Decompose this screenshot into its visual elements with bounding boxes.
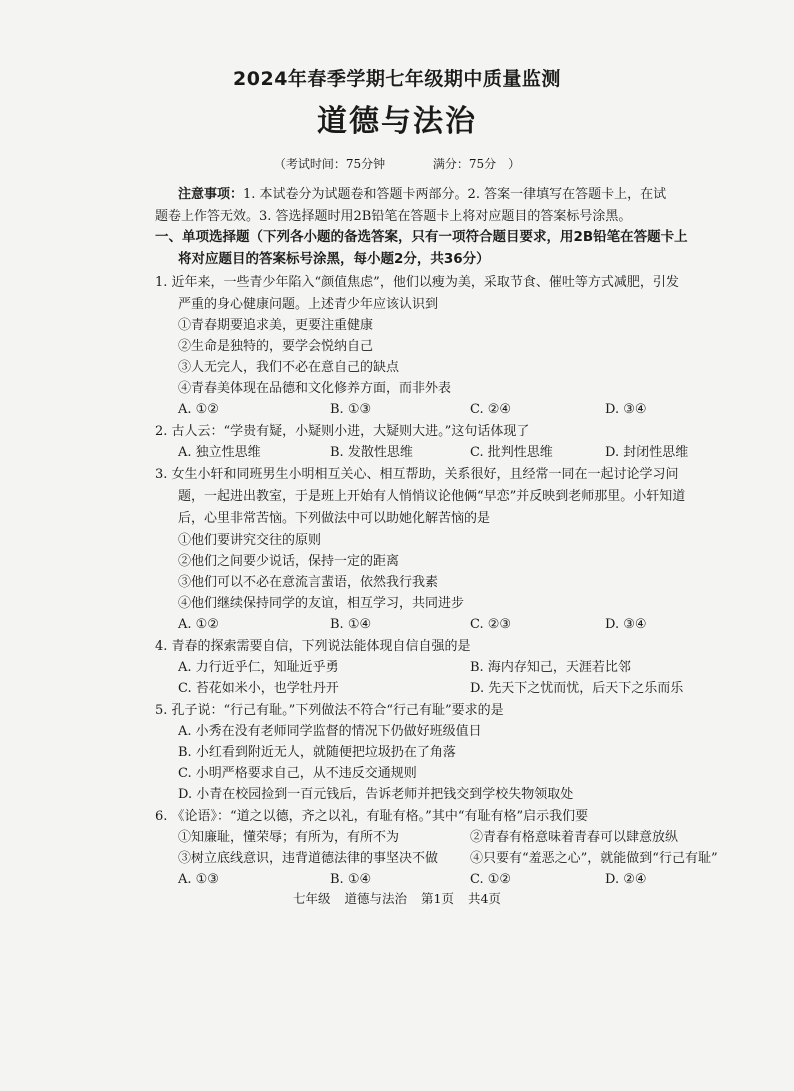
q3-option-b: B. ①④ <box>330 617 372 632</box>
exam-meta <box>0 155 794 173</box>
q1-statement-4: ④青春美体现在品德和文化修养方面，而非外表 <box>178 381 452 396</box>
q6-option-d: D. ②④ <box>605 872 647 887</box>
q1-stem-line2: 严重的身心健康问题。上述青少年应该认识到 <box>178 297 439 312</box>
exam-title: 2024年春季学期七年级期中质量监测 <box>233 68 561 90</box>
q6-statement-2: ②青春有格意味着青春可以肆意放纵 <box>470 830 679 845</box>
q2-option-c: C. 批判性思维 <box>470 445 553 460</box>
q4-option-a: A. 力行近乎仁，知耻近乎勇 <box>178 660 339 675</box>
q1-option-b: B. ①③ <box>330 402 372 417</box>
q5-option-a: A. 小秀在没有老师同学监督的情况下仍做好班级值日 <box>178 724 482 739</box>
q6-statement-1: ①知廉耻，懂荣辱；有所为，有所不为 <box>178 830 400 845</box>
q2-option-a: A. 独立性思维 <box>178 445 261 460</box>
notice-line1: 注意事项：1. 本试卷分为试题卷和答题卡两部分。2. 答案一律填写在答题卡上，在试 <box>178 187 667 202</box>
notice-label: 注意事项： <box>178 187 244 202</box>
q4-option-d: D. 先天下之忧而忧，后天下之乐而乐 <box>470 681 684 696</box>
section-title: 一、单项选择题（下列各小题的备选答案，只有一项符合题目要求，用2B铅笔在答题卡上 <box>155 229 688 245</box>
q5-option-b: B. 小红看到附近无人，就随便把垃圾扔在了角落 <box>178 745 456 760</box>
q1-option-c: C. ②④ <box>470 402 512 417</box>
q3-stem-line3: 后，心里非常苦恼。下列做法中可以助她化解苦恼的是 <box>178 511 491 526</box>
subject-title: 道德与法治 <box>317 104 477 139</box>
q3-statement-3: ③他们可以不必在意流言蜚语，依然我行我素 <box>178 575 439 590</box>
q3-stem-line2: 题，一起进出教室，于是班上开始有人悄悄议论他俩“早恋”并反映到老师那里。小轩知道 <box>178 489 686 504</box>
q6-option-b: B. ①④ <box>330 872 372 887</box>
q6-statement-3: ③树立底线意识，违背道德法律的事坚决不做 <box>178 851 439 866</box>
q1-stem-line1: 1. 近年来，一些青少年陷入“颜值焦虑”，他们以瘦为美，采取节食、催吐等方式减肥，引发 <box>155 275 679 290</box>
q6-option-a: A. ①③ <box>178 872 219 887</box>
q3-statement-2: ②他们之间要少说话，保持一定的距离 <box>178 554 400 569</box>
q5-stem: 5. 孔子说：“行己有耻。”下列做法不符合“行己有耻”要求的是 <box>155 703 504 718</box>
q6-option-c: C. ①② <box>470 872 512 887</box>
q6-stem: 6. 《论语》：“道之以德，齐之以礼，有耻有格。”其中“有耻有格”启示我们要 <box>155 809 589 824</box>
q4-option-c: C. 苔花如米小，也学牡丹开 <box>178 681 339 696</box>
exam-time: （考试时间：75分钟 <box>273 157 386 171</box>
q4-stem: 4. 青春的探索需要自信，下列说法能体现自信自强的是 <box>155 639 471 654</box>
q1-statement-3: ③人无完人，我们不必在意自己的缺点 <box>178 360 400 375</box>
section-subtitle: 将对应题目的答案标号涂黑，每小题2分，共36分） <box>178 251 490 267</box>
q1-option-d: D. ③④ <box>605 402 647 417</box>
q4-option-b: B. 海内存知己，天涯若比邻 <box>470 660 631 675</box>
q5-option-d: D. 小青在校园捡到一百元钱后，告诉老师并把钱交到学校失物领取处 <box>178 787 574 802</box>
footer-total: 共4页 <box>467 891 501 906</box>
q2-stem: 2. 古人云：“学贵有疑，小疑则小进，大疑则大进。”这句话体现了 <box>155 424 530 439</box>
q5-option-c: C. 小明严格要求自己，从不违反交通规则 <box>178 766 417 781</box>
q1-statement-1: ①青春期要追求美，更要注重健康 <box>178 318 374 333</box>
footer-page: 第1页 <box>421 891 454 906</box>
q2-option-b: B. 发散性思维 <box>330 445 413 460</box>
exam-score: 满分：75分 ） <box>432 157 521 171</box>
q6-statement-4: ④只要有“羞恶之心”，就能做到“行己有耻” <box>470 851 718 866</box>
page-footer <box>0 890 794 908</box>
q3-option-d: D. ③④ <box>605 617 647 632</box>
q1-statement-2: ②生命是独特的，要学会悦纳自己 <box>178 339 374 354</box>
q3-option-a: A. ①② <box>178 617 219 632</box>
footer-subject: 道德与法治 <box>344 891 408 906</box>
q3-option-c: C. ②③ <box>470 617 512 632</box>
notice-line2: 题卷上作答无效。3. 答选择题时用2B铅笔在答题卡上将对应题目的答案标号涂黑。 <box>155 209 632 224</box>
q3-stem-line1: 3. 女生小轩和同班男生小明相互关心、相互帮助，关系很好，且经常一同在一起讨论学习问 <box>155 467 679 482</box>
q1-option-a: A. ①② <box>178 402 219 417</box>
q2-option-d: D. 封闭性思维 <box>605 445 689 460</box>
q3-statement-1: ①他们要讲究交往的原则 <box>178 533 322 548</box>
q3-statement-4: ④他们继续保持同学的友谊，相互学习，共同进步 <box>178 596 465 611</box>
footer-grade: 七年级 <box>293 891 331 906</box>
